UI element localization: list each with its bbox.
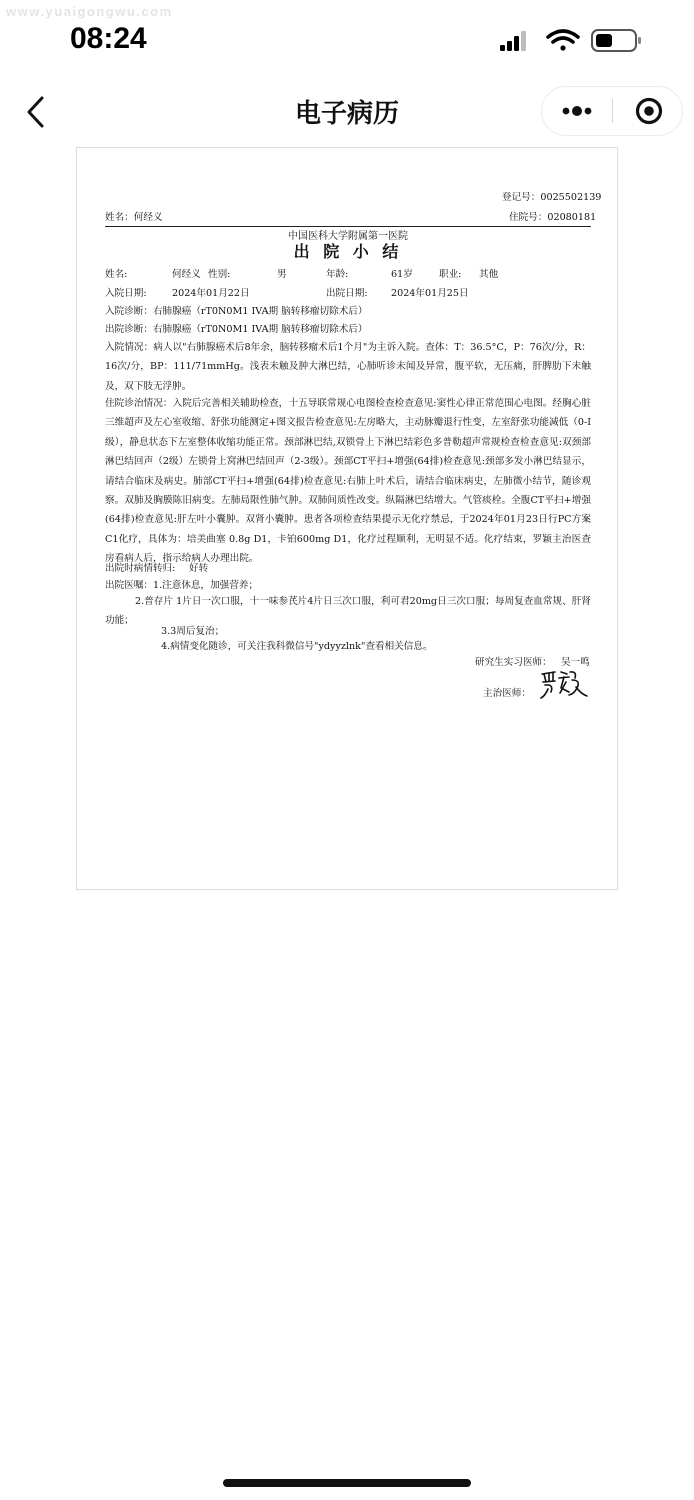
watermark: www.yuaigongwu.com (6, 4, 173, 19)
discharge-status-value: 好转 (189, 563, 209, 574)
name-value: 何经义 (172, 269, 201, 280)
admission-condition: 入院情况：病人以"右肺腺癌术后8年余，脑转移瘤术后1个月"为主诉入院。查体：T：36.5°C，P：76次/分，R：16次/分，BP：111/71mmHg。浅表未触及肿大淋巴结，心肺听诊未闻及异常，腹平软，无压痛，肝脾肋下未触及，双下肢无浮肿。 (105, 342, 591, 392)
intern-label: 研究生实习医师： (475, 657, 552, 668)
battery-icon (592, 30, 641, 51)
discharge-advice-1: 出院医嘱：1.注意休息，加强营养； (105, 580, 259, 591)
discharge-advice-4: 4.病情变化随诊，可关注我科微信号"ydyyzlnk"查看相关信息。 (161, 641, 433, 652)
admit-date-value: 2024年01月22日 (172, 288, 250, 299)
discharge-date-label: 出院日期: (326, 288, 368, 299)
inpatient-number: 住院号：02080181 (509, 212, 597, 223)
admission-diagnosis: 入院诊断：右肺腺癌（rT0N0M1 IVA期 脑转移瘤切除术后） (105, 306, 368, 317)
document-title: 出 院 小 结 (293, 242, 403, 261)
job-label: 职业: (439, 269, 462, 280)
discharge-status-label: 出院时病情转归: (105, 563, 176, 574)
close-miniprogram-icon[interactable] (613, 87, 683, 135)
header-divider (105, 226, 591, 227)
wifi-icon (548, 31, 578, 51)
page-title: 电子病历 (294, 99, 399, 129)
intern-value: 吴一鸣 (561, 657, 590, 668)
discharge-date-value: 2024年01月25日 (391, 288, 469, 299)
signal-icon (500, 31, 526, 51)
medical-record-document (76, 147, 618, 890)
hospital-name: 中国医科大学附属第一医院 (288, 231, 408, 242)
discharge-advice-3: 3.3周后复治； (161, 626, 225, 637)
discharge-diagnosis: 出院诊断：右肺腺癌（rT0N0M1 IVA期 脑转移瘤切除术后） (105, 324, 368, 335)
status-icons (498, 26, 648, 56)
capsule-menu (541, 86, 683, 136)
hospital-course: 住院诊治情况：入院后完善相关辅助检查，十五导联常规心电图检查检查意见:窦性心律正常范围心电图。经胸心脏三维超声及左心室收缩、舒张功能测定+图文报告检查意见:左房略大，主动脉瓣退行性变，左室舒张功能减低（0-I级），静息状态下左室整体收缩功能正常。颈部淋巴结,双锁骨上下淋巴结彩色多普勒超声常规检查检查意见:双颈部淋巴结回声（2级）左锁骨上窝淋巴结回声（2-3级）。颈部CT平扫+增强(64排)检查意见:颈部多发小淋巴结显示，请结合临床及病史。肺部CT平扫+增强(64排)检查意见:右肺上叶术后，请结合临床病史，左肺微小结节，随诊观察。双肺及胸膜陈旧病变。左肺局限性肺气肿。双肺间质性改变。纵隔淋巴结增大。气管痰栓。全腹CT平扫+增强(64排)检查意见:肝左叶小囊肿。双肾小囊肿。患者各项检查结果提示无化疗禁忌，于2024年01月23日行PC方案C1化疗，具体为：培美曲塞 0.8g D1，卡铂600mg D1，化疗过程顺利，无明显不适。化疗结束，罗颖主治医查房看病人后，指示给病人办理出院。 (105, 398, 591, 565)
home-indicator (223, 1479, 471, 1487)
discharge-advice-2: 2.普存片 1片日一次口服，十一味参芪片4片日三次口服，利可君20mg日三次口服；每周复查血常规、肝肾功能； (105, 596, 591, 627)
admit-date-label: 入院日期: (105, 288, 147, 299)
more-icon[interactable] (542, 87, 612, 135)
status-time: 08:24 (70, 22, 147, 55)
attending-signature (539, 668, 589, 700)
sex-value: 男 (277, 269, 287, 280)
job-value: 其他 (479, 269, 499, 280)
name-label: 姓名: (105, 269, 128, 280)
age-value: 61岁 (391, 269, 413, 280)
attending-label: 主治医师： (483, 688, 531, 699)
patient-name-header: 姓名：何经义 (105, 212, 163, 223)
registration-number: 登记号：0025502139 (502, 192, 602, 203)
sex-label: 性别: (208, 269, 231, 280)
age-label: 年龄: (326, 269, 349, 280)
